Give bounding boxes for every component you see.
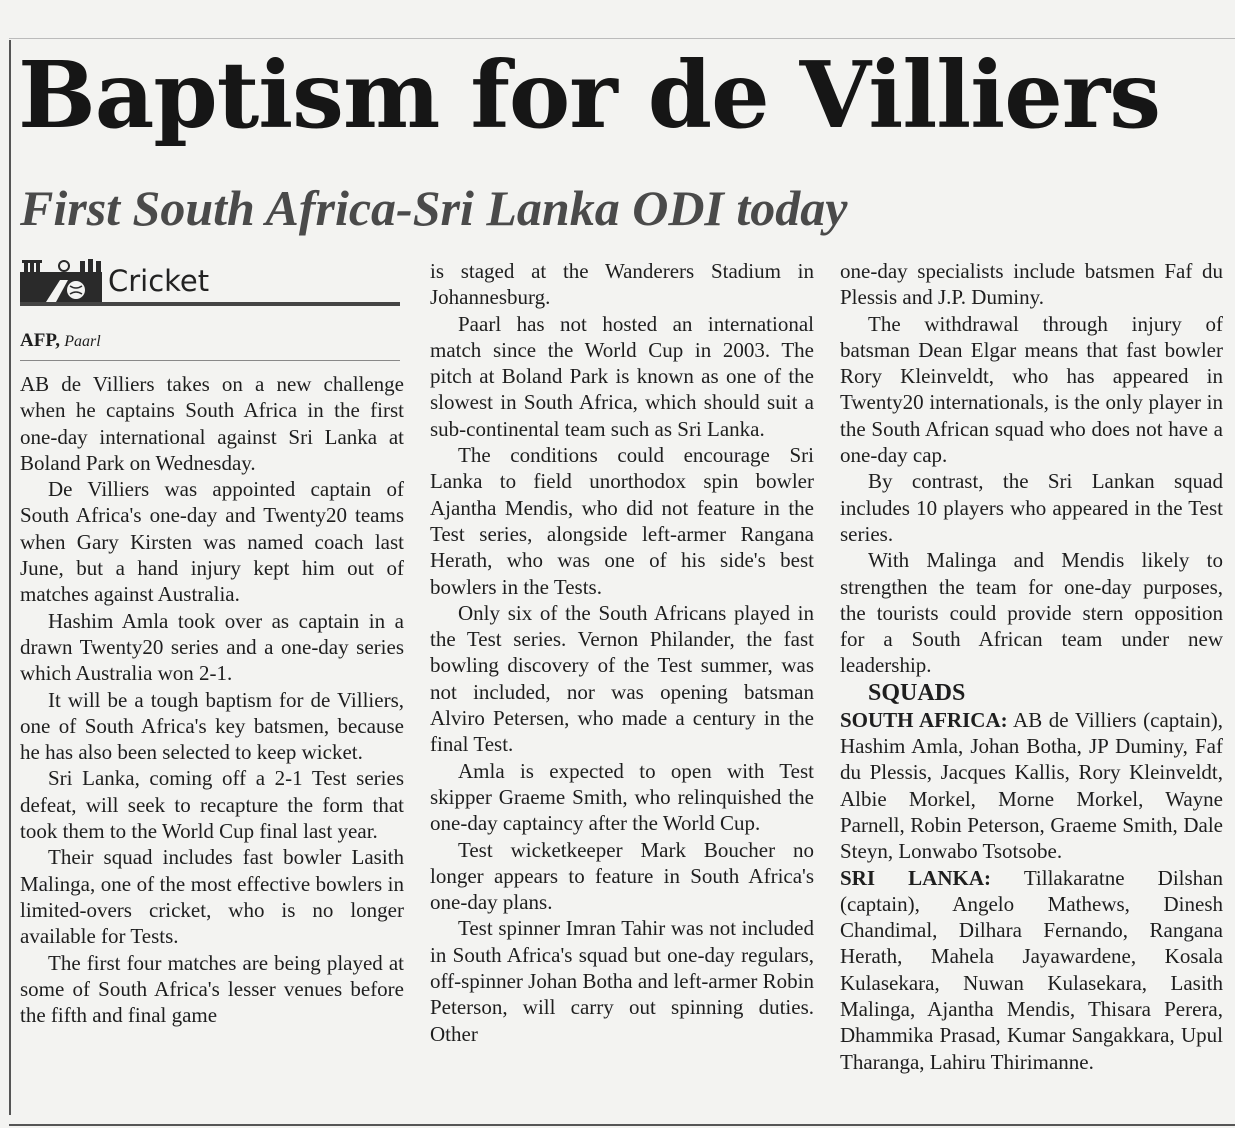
paragraph: The conditions could encourage Sri Lanka to field unorthodox spin bowler Ajantha Mendis, who did not feature in the Test series, alongside left-armer Rangana Herath, who was one of his side's best bowlers in the Tests. bbox=[430, 443, 814, 599]
byline: AFP, Paarl bbox=[20, 330, 101, 351]
paragraph: Amla is expected to open with Test skipper Graeme Smith, who relinquished the one-day captaincy after the World Cup. bbox=[430, 758, 814, 836]
paragraph: Sri Lanka, coming off a 2-1 Test series defeat, will seek to recapture the form that took them to the World Cup final last year. bbox=[20, 766, 404, 844]
bottom-rule bbox=[9, 1124, 1235, 1126]
left-column-rule bbox=[9, 40, 11, 1115]
paragraph: De Villiers was appointed captain of South Africa's one-day and Twenty20 teams when Gary Kirsten was named coach last June, but a hand injury kept him out of matches against Australia. bbox=[20, 477, 404, 607]
paragraph: Paarl has not hosted an international match since the World Cup in 2003. The pitch at Boland Park is known as one of the slowest in South Africa, which should suit a sub-continental team such as Sri Lanka. bbox=[430, 311, 814, 441]
section-tag bbox=[20, 258, 404, 304]
squad-team-label: SOUTH AFRICA: bbox=[840, 707, 1008, 732]
squad-players: Tillakaratne Dilshan (captain), Angelo Mathews, Dinesh Chandimal, Dilhara Fernando, Rangana Herath, Mahela Jayawardene, Kosala Kulasekara, Nuwan Kulasekara, Lasith Malinga, Ajantha Mendis, Thisara Perera, Dhammika Prasad, Kumar Sangakkara, Upul Tharanga, Lahiru Thirimanne. bbox=[840, 865, 1224, 1074]
paragraph: By contrast, the Sri Lankan squad includes 10 players who appeared in the Test series. bbox=[840, 469, 1223, 546]
subheadline: First South Africa-Sri Lanka ODI today bbox=[20, 180, 848, 236]
paragraph: AB de Villiers takes on a new challenge when he captains South Africa in the first one-day international against Sri Lanka at Boland Park on Wednesday. bbox=[20, 372, 404, 475]
article-column-3 bbox=[840, 258, 1223, 1075]
byline-rule bbox=[20, 360, 400, 361]
article-column-1 bbox=[20, 258, 404, 1028]
paragraph: one-day specialists include batsmen Faf du Plessis and J.P. Duminy. bbox=[840, 259, 1223, 310]
paragraph: The first four matches are being played at some of South Africa's lesser venues before the fifth and final game bbox=[20, 950, 404, 1028]
paragraph: It will be a tough baptism for de Villiers, one of South Africa's key batsmen, because he has also been selected to keep wicket. bbox=[20, 687, 404, 765]
byline-place: Paarl bbox=[64, 333, 101, 350]
paragraph: is staged at the Wanderers Stadium in Johannesburg. bbox=[430, 259, 814, 310]
article-column-2 bbox=[430, 258, 814, 1047]
section-label: Cricket bbox=[108, 264, 210, 298]
paragraph: Hashim Amla took over as captain in a drawn Twenty20 series and a one-day series which Australia won 2-1. bbox=[20, 608, 404, 686]
section-rule bbox=[20, 302, 400, 306]
top-rule bbox=[9, 38, 1235, 39]
paragraph: Test spinner Imran Tahir was not included in South Africa's squad but one-day regulars, off-spinner Johan Botha and left-armer Robin Peterson, will carry out spinning duties. Other bbox=[430, 916, 814, 1046]
squad-sri-lanka bbox=[840, 865, 1223, 1075]
paragraph: Test wicketkeeper Mark Boucher no longer appears to feature in South Africa's one-day plans. bbox=[430, 837, 814, 915]
squad-players: AB de Villiers (captain), Hashim Amla, Johan Botha, JP Duminy, Faf du Plessis, Jacques Kallis, Rory Kleinveldt, Albie Morkel, Morne Morkel, Wayne Parnell, Robin Peterson, Graeme Smith, Dale Steyn, Lonwabo Tsotsobe. bbox=[840, 707, 1224, 864]
headline: Baptism for de Villiers bbox=[18, 41, 1161, 149]
squads-heading: SQUADS bbox=[868, 679, 966, 706]
byline-agency: AFP bbox=[20, 330, 56, 351]
cricket-icon bbox=[20, 258, 102, 302]
squad-team-label: SRI LANKA: bbox=[840, 865, 992, 890]
paragraph: Only six of the South Africans played in the Test series. Vernon Philander, the fast bowling discovery of the Test summer, was not included, nor was opening batsman Alviro Petersen, who made a century in the final Test. bbox=[430, 600, 814, 757]
paragraph: Their squad includes fast bowler Lasith Malinga, one of the most effective bowlers in limited-overs cricket, who is no longer available for Tests. bbox=[20, 845, 404, 949]
squad-south-africa bbox=[840, 707, 1223, 865]
paragraph: With Malinga and Mendis likely to strengthen the team for one-day purposes, the tourists could provide stern opposition for a South African team under new leadership. bbox=[840, 548, 1223, 678]
paragraph: The withdrawal through injury of batsman Dean Elgar means that fast bowler Rory Kleinveldt, who has appeared in Twenty20 internationals, is the only player in the South African squad who does not have a one-day cap. bbox=[840, 311, 1223, 468]
